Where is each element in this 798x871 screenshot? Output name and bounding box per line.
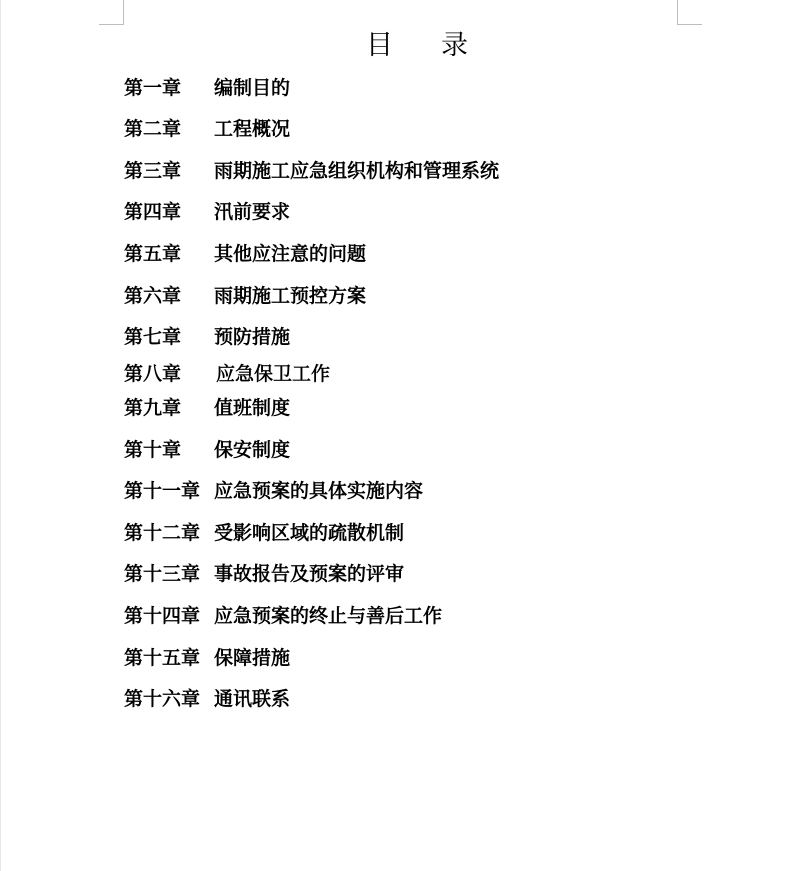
toc-chapter-title: 工程概况: [214, 118, 291, 140]
toc-entry[interactable]: [124, 646, 291, 670]
toc-chapter-title: 雨期施工预控方案: [214, 285, 367, 307]
toc-entry[interactable]: [124, 284, 367, 308]
crop-mark-top-left: [99, 0, 124, 25]
toc-chapter-number: 第六章: [124, 285, 182, 307]
toc-chapter-number: 第十四章: [124, 605, 201, 627]
toc-chapter-number: 第八章: [124, 363, 182, 385]
page-left-edge: [0, 0, 1, 871]
toc-chapter-title: 保安制度: [214, 439, 291, 461]
toc-chapter-number: 第二章: [124, 118, 182, 140]
toc-entry[interactable]: [124, 76, 291, 100]
toc-chapter-title: 应急保卫工作: [216, 363, 331, 385]
toc-chapter-number: 第一章: [124, 77, 182, 99]
toc-entry[interactable]: [124, 362, 331, 386]
toc-chapter-title: 编制目的: [214, 77, 291, 99]
toc-entry[interactable]: [124, 200, 291, 224]
toc-chapter-title: 事故报告及预案的评审: [214, 563, 405, 585]
toc-entry[interactable]: [124, 159, 500, 183]
toc-chapter-title: 应急预案的终止与善后工作: [214, 605, 443, 627]
toc-entry[interactable]: [124, 479, 424, 503]
toc-entry[interactable]: [124, 438, 291, 462]
toc-chapter-title: 通讯联系: [214, 688, 291, 710]
toc-chapter-number: 第三章: [124, 160, 182, 182]
page-title: [0, 26, 798, 66]
toc-chapter-number: 第十章: [124, 439, 182, 461]
crop-mark-top-right: [677, 0, 702, 25]
toc-chapter-number: 第十六章: [124, 688, 201, 710]
toc-entry[interactable]: [124, 117, 291, 141]
toc-chapter-title: 雨期施工应急组织机构和管理系统: [214, 160, 500, 182]
title-char-2: 录: [441, 30, 470, 61]
toc-chapter-number: 第十一章: [124, 480, 201, 502]
toc-chapter-title: 汛前要求: [214, 201, 291, 223]
toc-entry[interactable]: [124, 521, 405, 545]
toc-chapter-title: 应急预案的具体实施内容: [214, 480, 424, 502]
toc-chapter-title: 值班制度: [214, 397, 291, 419]
toc-entry[interactable]: [124, 604, 443, 628]
toc-entry[interactable]: [124, 562, 405, 586]
toc-entry[interactable]: [124, 325, 291, 349]
toc-chapter-title: 其他应注意的问题: [214, 243, 367, 265]
toc-chapter-title: 预防措施: [214, 326, 291, 348]
toc-chapter-number: 第四章: [124, 201, 182, 223]
toc-entry[interactable]: [124, 242, 367, 266]
title-char-1: 目: [366, 30, 395, 61]
toc-chapter-number: 第九章: [124, 397, 182, 419]
toc-chapter-title: 保障措施: [214, 647, 291, 669]
toc-entry[interactable]: [124, 396, 291, 420]
toc-entry[interactable]: [124, 687, 291, 711]
toc-chapter-number: 第五章: [124, 243, 182, 265]
toc-chapter-number: 第七章: [124, 326, 182, 348]
toc-chapter-title: 受影响区域的疏散机制: [214, 522, 405, 544]
toc-chapter-number: 第十二章: [124, 522, 201, 544]
toc-chapter-number: 第十五章: [124, 647, 201, 669]
toc-chapter-number: 第十三章: [124, 563, 201, 585]
